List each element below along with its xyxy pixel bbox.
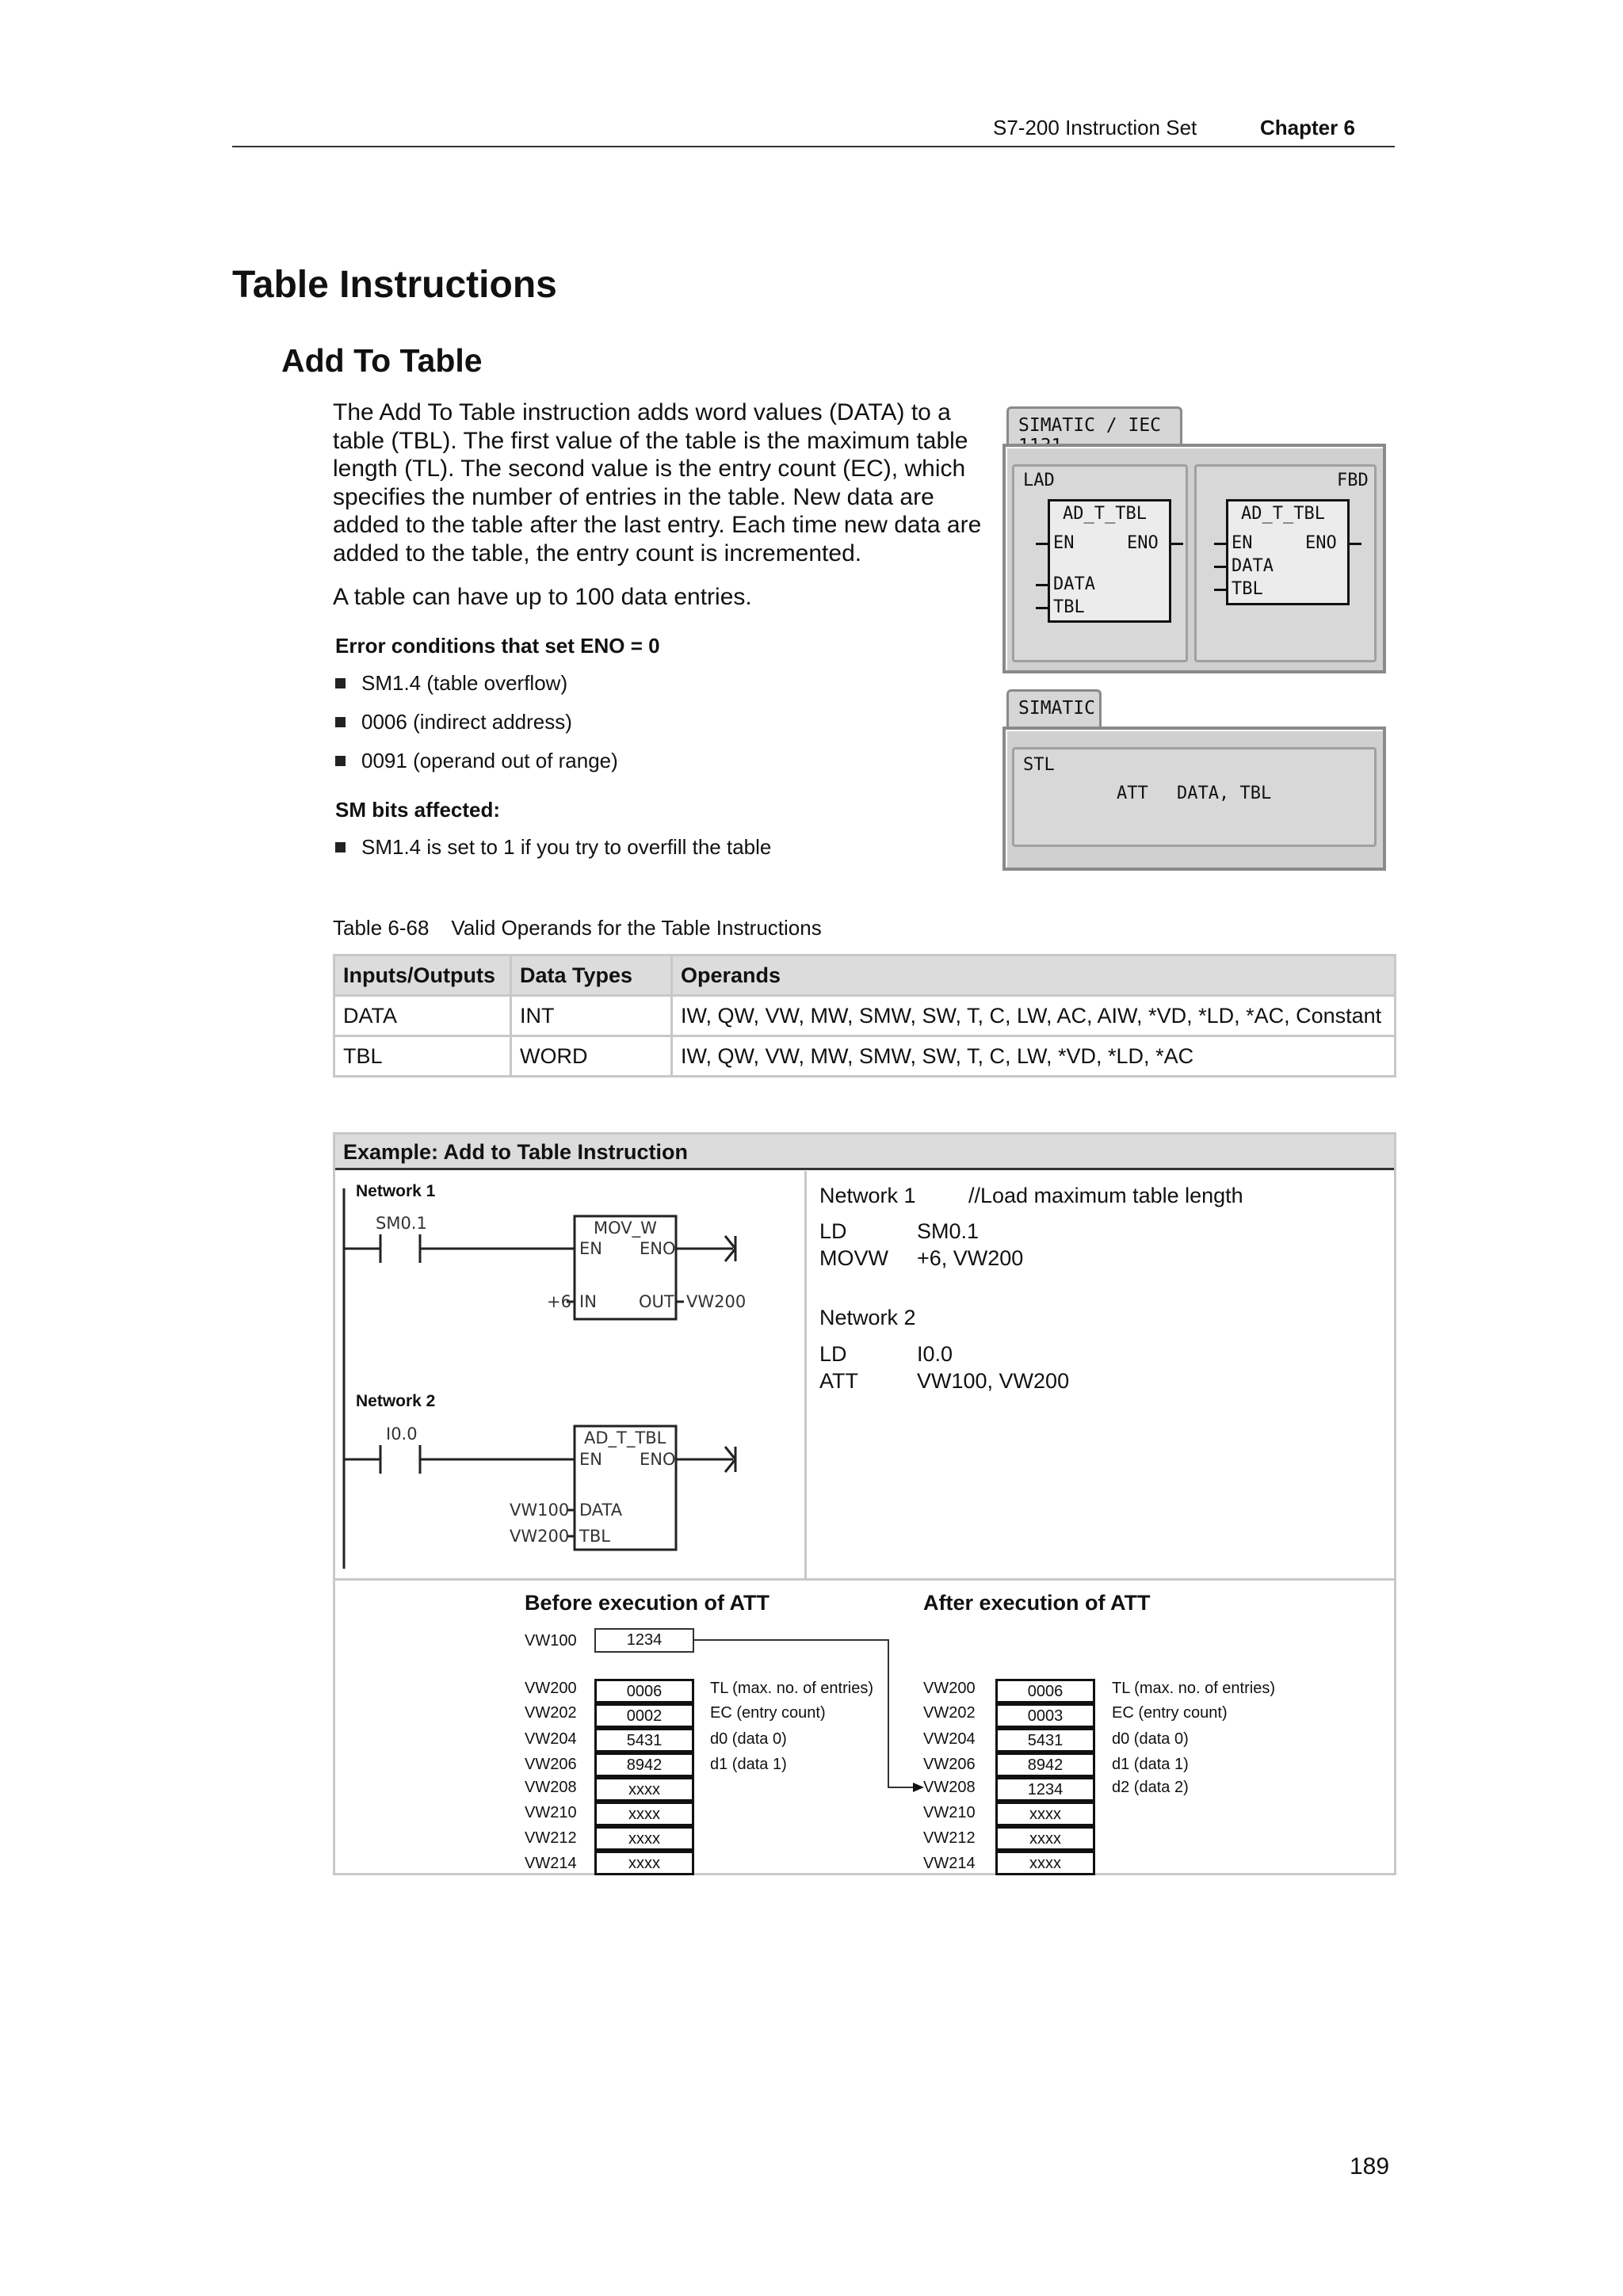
- att-tbl-value: VW200: [510, 1527, 570, 1546]
- before-value-cell: xxxx: [594, 1777, 694, 1802]
- page-number: 189: [1350, 2153, 1390, 2180]
- description-paragraph-2: A table can have up to 100 data entries.: [333, 584, 752, 610]
- bullet-icon: [335, 717, 346, 727]
- before-note: d0 (data 0): [710, 1730, 787, 1748]
- after-value-cell: 0006: [995, 1679, 1095, 1703]
- lad-label: LAD: [1023, 471, 1055, 490]
- stl-opcode: LD: [819, 1219, 847, 1243]
- before-value-cell: xxxx: [594, 1802, 694, 1826]
- stl-operands: DATA, TBL: [1177, 784, 1272, 803]
- page-title: Table Instructions: [232, 264, 557, 306]
- error-item: 0006 (indirect address): [335, 710, 572, 734]
- after-note: TL (max. no. of entries): [1112, 1680, 1275, 1697]
- table-caption: Table 6-68 Valid Operands for the Table Instructions: [333, 916, 822, 940]
- stl-operand: SM0.1: [917, 1219, 980, 1243]
- before-note: TL (max. no. of entries): [710, 1680, 873, 1697]
- table-header-row: [334, 955, 1396, 996]
- mov-w-in: IN: [579, 1292, 597, 1311]
- running-header-chapter: Chapter 6: [1260, 116, 1355, 139]
- fbd-tbl-label: TBL: [1232, 579, 1263, 599]
- stl-operand: +6, VW200: [917, 1246, 1024, 1270]
- lad-eno-label: ENO: [1127, 533, 1159, 553]
- before-value-cell: 0002: [594, 1703, 694, 1728]
- mov-w-in-value: +6: [547, 1292, 571, 1311]
- after-value-cell: xxxx: [995, 1851, 1095, 1875]
- sm-bits-heading: SM bits affected:: [335, 798, 501, 822]
- before-address: VW204: [525, 1730, 577, 1748]
- example-divider: [333, 1578, 1396, 1581]
- mov-w-en: EN: [579, 1239, 602, 1258]
- lad-en-label: EN: [1053, 533, 1075, 553]
- contact-sm0-1: SM0.1: [376, 1214, 427, 1233]
- after-address: VW210: [923, 1804, 976, 1821]
- ladder-network-1-label: Network 1: [356, 1182, 436, 1200]
- table-cell: WORD: [511, 1036, 672, 1077]
- contact-i0-0: I0.0: [386, 1425, 418, 1444]
- before-note: d1 (data 1): [710, 1756, 787, 1773]
- table-cell: INT: [511, 996, 672, 1036]
- stl-comment-1: //Load maximum table length: [968, 1184, 1243, 1207]
- error-conditions-heading: Error conditions that set ENO = 0: [335, 634, 660, 658]
- stl-operand: I0.0: [917, 1342, 953, 1366]
- before-address: VW206: [525, 1756, 577, 1773]
- after-value-cell: xxxx: [995, 1802, 1095, 1826]
- after-value-cell: xxxx: [995, 1826, 1095, 1851]
- after-address: VW204: [923, 1730, 976, 1748]
- error-item: SM1.4 (table overflow): [335, 671, 567, 696]
- bullet-icon: [335, 678, 346, 688]
- before-address: VW202: [525, 1704, 577, 1722]
- mov-w-out: OUT: [639, 1292, 674, 1311]
- after-title: After execution of ATT: [923, 1591, 1151, 1615]
- stl-panel: [1002, 727, 1386, 871]
- table-cell: DATA: [334, 996, 511, 1036]
- stl-opcode: LD: [819, 1342, 847, 1366]
- fbd-label: FBD: [1337, 471, 1369, 490]
- after-address: VW200: [923, 1680, 976, 1697]
- mov-w-title: MOV_W: [594, 1219, 657, 1238]
- stl-operand: VW100, VW200: [917, 1369, 1070, 1393]
- before-address: VW210: [525, 1804, 577, 1821]
- after-value-cell: 0003: [995, 1703, 1095, 1728]
- example-title: Example: Add to Table Instruction: [335, 1135, 1394, 1170]
- fbd-data-label: DATA: [1232, 556, 1274, 576]
- operands-table: [333, 954, 1396, 1077]
- mov-w-out-value: VW200: [686, 1292, 747, 1311]
- after-address: VW208: [923, 1779, 976, 1796]
- section-title: Add To Table: [281, 342, 483, 379]
- description-paragraph: The Add To Table instruction adds word values (DATA) to a table (TBL). The first value of the table is the maximum table length (TL). The second value is the entry count (EC), which specifies the number of entries in the table. New data are added to the table after the last entry. Each time new data are added to the table, the entry count is incremented.: [333, 399, 982, 566]
- table-cell: IW, QW, VW, MW, SMW, SW, T, C, LW, AC, AIW, *VD, *LD, *AC, Constant: [672, 996, 1396, 1036]
- stl-network-1: Network 1: [819, 1184, 916, 1207]
- after-note: EC (entry count): [1112, 1704, 1228, 1722]
- att-box-title: AD_T_TBL: [584, 1428, 666, 1447]
- after-value-cell: 8942: [995, 1753, 1095, 1777]
- lad-data-label: DATA: [1053, 574, 1095, 594]
- stl-opcode: MOVW: [819, 1246, 888, 1270]
- simatic-iec-tab[interactable]: SIMATIC / IEC: [1006, 406, 1182, 446]
- header-rule: [232, 146, 1395, 147]
- att-eno: ENO: [640, 1450, 676, 1469]
- column-header: Operands: [672, 955, 1396, 996]
- sm-bit-item: SM1.4 is set to 1 if you try to overfill the table: [335, 835, 771, 860]
- example-divider: [804, 1171, 807, 1578]
- bullet-icon: [335, 756, 346, 766]
- before-title: Before execution of ATT: [525, 1591, 770, 1615]
- vw100-address: VW100: [525, 1632, 577, 1650]
- fbd-en-label: EN: [1232, 533, 1253, 553]
- lad-tbl-label: TBL: [1053, 597, 1085, 617]
- before-value-cell: 5431: [594, 1728, 694, 1753]
- before-address: VW200: [525, 1680, 577, 1697]
- before-address: VW214: [525, 1855, 577, 1872]
- running-header-section: S7-200 Instruction Set: [993, 116, 1197, 139]
- after-address: VW202: [923, 1704, 976, 1722]
- after-address: VW206: [923, 1756, 976, 1773]
- after-address: VW214: [923, 1855, 976, 1872]
- after-note: d0 (data 0): [1112, 1730, 1189, 1748]
- vw100-cell: 1234: [594, 1628, 694, 1653]
- column-header: Inputs/Outputs: [334, 955, 511, 996]
- stl-label: STL: [1023, 755, 1055, 775]
- after-address: VW212: [923, 1829, 976, 1847]
- before-value-cell: 0006: [594, 1679, 694, 1703]
- after-note: d1 (data 1): [1112, 1756, 1189, 1773]
- column-header: Data Types: [511, 955, 672, 996]
- att-en: EN: [579, 1450, 602, 1469]
- ladder-network-2-label: Network 2: [356, 1392, 436, 1410]
- after-note: d2 (data 2): [1112, 1779, 1189, 1796]
- att-data-value: VW100: [510, 1501, 570, 1520]
- before-value-cell: xxxx: [594, 1826, 694, 1851]
- lad-box-title: AD_T_TBL: [1063, 504, 1147, 524]
- bullet-icon: [335, 842, 346, 852]
- stl-network-2: Network 2: [819, 1306, 916, 1329]
- before-address: VW212: [525, 1829, 577, 1847]
- table-cell: IW, QW, VW, MW, SMW, SW, T, C, LW, *VD, *LD, *AC: [672, 1036, 1396, 1077]
- before-value-cell: xxxx: [594, 1851, 694, 1875]
- simatic-tab[interactable]: SIMATIC: [1006, 689, 1102, 729]
- before-note: EC (entry count): [710, 1704, 826, 1722]
- mov-w-eno: ENO: [640, 1239, 676, 1258]
- before-address: VW208: [525, 1779, 577, 1796]
- stl-opcode: ATT: [819, 1369, 858, 1393]
- after-value-cell: 1234: [995, 1777, 1095, 1802]
- fbd-eno-label: ENO: [1305, 533, 1337, 553]
- ladder-diagram: [337, 1173, 804, 1577]
- after-value-cell: 5431: [995, 1728, 1095, 1753]
- stl-instruction: ATT: [1117, 784, 1148, 803]
- att-tbl: TBL: [579, 1527, 610, 1546]
- fbd-box-title: AD_T_TBL: [1241, 504, 1325, 524]
- error-item: 0091 (operand out of range): [335, 749, 618, 773]
- att-data: DATA: [579, 1501, 623, 1520]
- table-cell: TBL: [334, 1036, 511, 1077]
- table-row: [334, 996, 1396, 1036]
- before-value-cell: 8942: [594, 1753, 694, 1777]
- table-row: [334, 1036, 1396, 1077]
- lad-fbd-panel: [1002, 444, 1386, 673]
